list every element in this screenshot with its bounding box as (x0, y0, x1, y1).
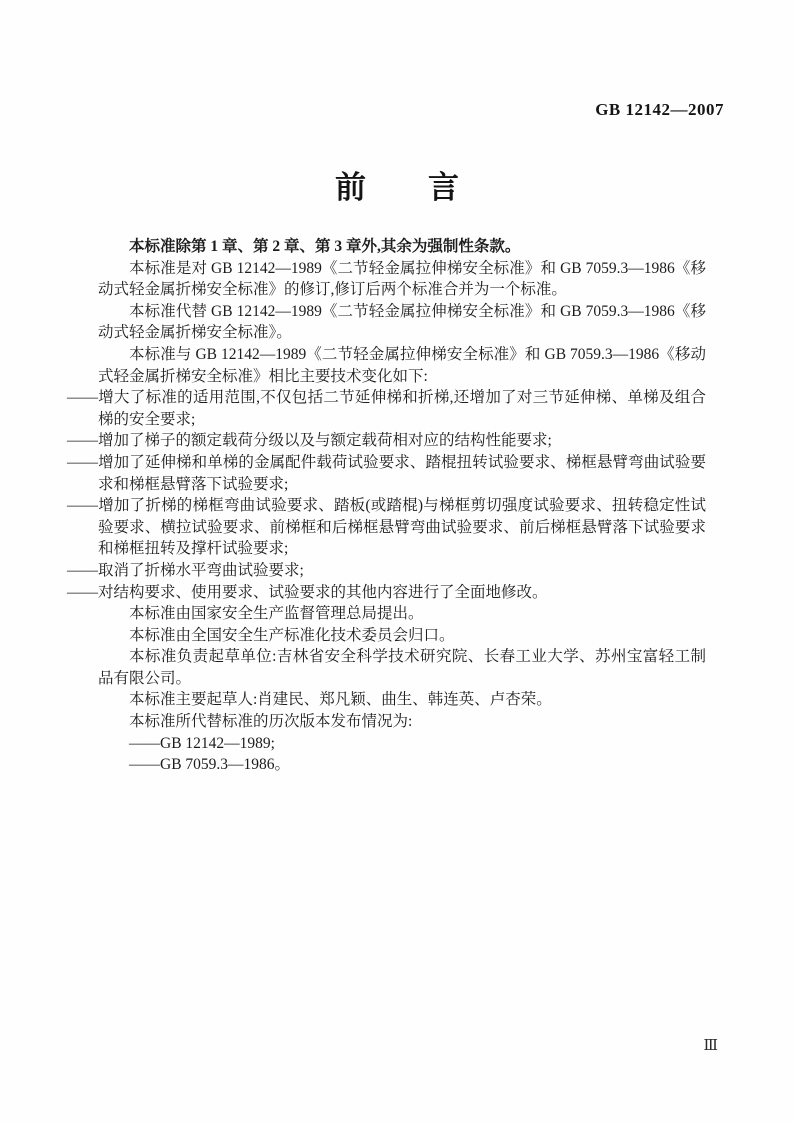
dash-item: ——增大了标准的适用范围,不仅包括二节延伸梯和折梯,还增加了对三节延伸梯、单梯及组合梯的安全要求; (67, 389, 706, 428)
paragraph: 本标准主要起草人:肖建民、郑凡颖、曲生、韩连英、卢杏荣。 (129, 691, 552, 709)
dash-item: ——增加了延伸梯和单梯的金属配件载荷试验要求、踏棍扭转试验要求、梯框悬臂弯曲试验要求和梯框悬臂落下试验要求; (67, 453, 706, 493)
paragraph: 本标准代替 GB 12142—1989《二节轻金属拉伸梯安全标准》和 GB 7059.3—1986《移动式轻金属折梯安全标准》。 (98, 302, 706, 342)
paragraph: ——GB 12142—1989; (129, 734, 275, 752)
paragraph: 本标准与 GB 12142—1989《二节轻金属拉伸梯安全标准》和 GB 7059.3—1986《移动式轻金属折梯安全标准》相比主要技术变化如下: (98, 345, 706, 385)
dash-item: ——增加了折梯的梯框弯曲试验要求、踏板(或踏棍)与梯框剪切强度试验要求、扭转稳定性试验要求、横拉试验要求、前梯框和后梯框悬臂弯曲试验要求、前后梯框悬臂落下试验要求和梯框扭转及撑杆试验要求; (67, 497, 706, 558)
paragraph: ——GB 7059.3—1986。 (129, 756, 291, 774)
paragraph: 本标准所代替标准的历次版本发布情况为: (129, 713, 413, 731)
dash-item: ——对结构要求、使用要求、试验要求的其他内容进行了全面地修改。 (67, 583, 548, 601)
paragraph: 本标准由国家安全生产监督管理总局提出。 (129, 605, 424, 623)
dash-item: ——增加了梯子的额定载荷分级以及与额定载荷相对应的结构性能要求; (67, 432, 552, 450)
paragraph: 本标准负责起草单位:吉林省安全科学技术研究院、长春工业大学、苏州宝富轻工制品有限公司。 (98, 648, 706, 687)
page-number: Ⅲ (703, 1038, 718, 1054)
standard-code: GB 12142—2007 (595, 100, 724, 119)
foreword-body (67, 236, 706, 776)
paragraph: 本标准是对 GB 12142—1989《二节轻金属拉伸梯安全标准》和 GB 7059.3—1986《移动式轻金属折梯安全标准》的修订,修订后两个标准合并为一个标准。 (98, 259, 706, 299)
page-title: 前 言 (335, 170, 459, 205)
paragraph: 本标准由全国安全生产标准化技术委员会归口。 (129, 626, 455, 644)
paragraph: 本标准除第 1 章、第 2 章、第 3 章外,其余为强制性条款。 (129, 238, 521, 255)
dash-item: ——取消了折梯水平弯曲试验要求; (67, 561, 304, 579)
